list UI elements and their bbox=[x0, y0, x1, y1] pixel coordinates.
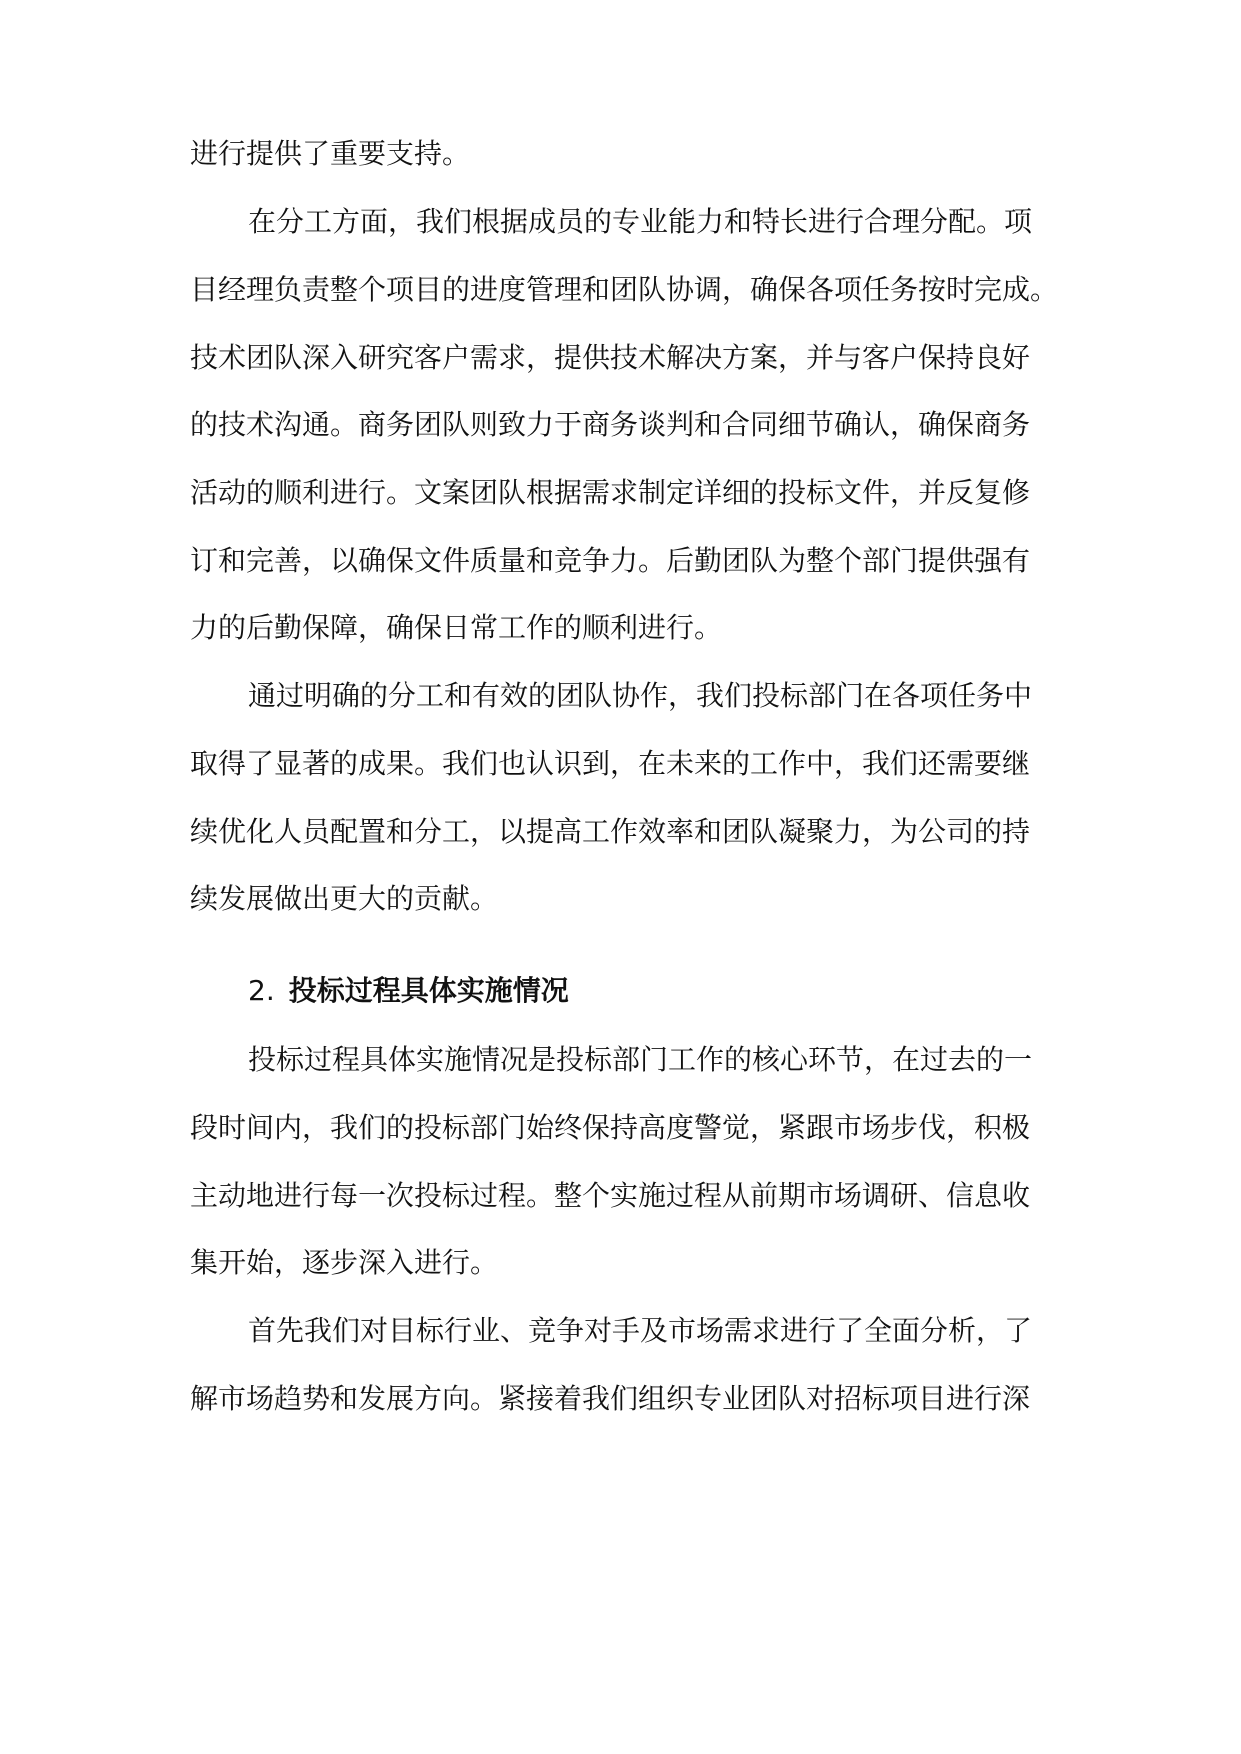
paragraph-3-line-2: 取得了显著的成果。我们也认识到，在未来的工作中，我们还需要继 bbox=[190, 747, 1031, 780]
paragraph-2-line-4: 的技术沟通。商务团队则致力于商务谈判和合同细节确认，确保商务 bbox=[190, 408, 1031, 441]
paragraph-2-line-3: 技术团队深入研究客户需求，提供技术解决方案，并与客户保持良好 bbox=[190, 341, 1031, 374]
section-heading bbox=[248, 971, 569, 1011]
paragraph-4-line-4: 集开始，逐步深入进行。 bbox=[190, 1246, 499, 1279]
paragraph-2-line-7: 力的后勤保障，确保日常工作的顺利进行。 bbox=[190, 611, 723, 644]
paragraph-3-line-1: 通过明确的分工和有效的团队协作，我们投标部门在各项任务中 bbox=[248, 679, 1033, 712]
paragraph-4-line-2: 段时间内，我们的投标部门始终保持高度警觉，紧跟市场步伐，积极 bbox=[190, 1111, 1031, 1144]
paragraph-1-line-1: 进行提供了重要支持。 bbox=[190, 137, 471, 170]
paragraph-5-line-1: 首先我们对目标行业、竞争对手及市场需求进行了全面分析，了 bbox=[248, 1314, 1033, 1347]
section-title: 投标过程具体实施情况 bbox=[288, 974, 569, 1007]
paragraph-2-line-2: 目经理负责整个项目的进度管理和团队协调，确保各项任务按时完成。 bbox=[190, 273, 1059, 306]
paragraph-2-line-1: 在分工方面，我们根据成员的专业能力和特长进行合理分配。项 bbox=[248, 205, 1033, 238]
paragraph-2-line-5: 活动的顺利进行。文案团队根据需求制定详细的投标文件，并反复修 bbox=[190, 476, 1031, 509]
paragraph-4-line-3: 主动地进行每一次投标过程。整个实施过程从前期市场调研、信息收 bbox=[190, 1179, 1031, 1212]
paragraph-4-line-1: 投标过程具体实施情况是投标部门工作的核心环节，在过去的一 bbox=[248, 1043, 1033, 1076]
section-number: 2. bbox=[248, 974, 275, 1007]
paragraph-2-line-6: 订和完善，以确保文件质量和竞争力。后勤团队为整个部门提供强有 bbox=[190, 544, 1031, 577]
paragraph-3-line-4: 续发展做出更大的贡献。 bbox=[190, 882, 499, 915]
paragraph-3-line-3: 续优化人员配置和分工，以提高工作效率和团队凝聚力，为公司的持 bbox=[190, 815, 1031, 848]
paragraph-5-line-2: 解市场趋势和发展方向。紧接着我们组织专业团队对招标项目进行深 bbox=[190, 1382, 1031, 1415]
